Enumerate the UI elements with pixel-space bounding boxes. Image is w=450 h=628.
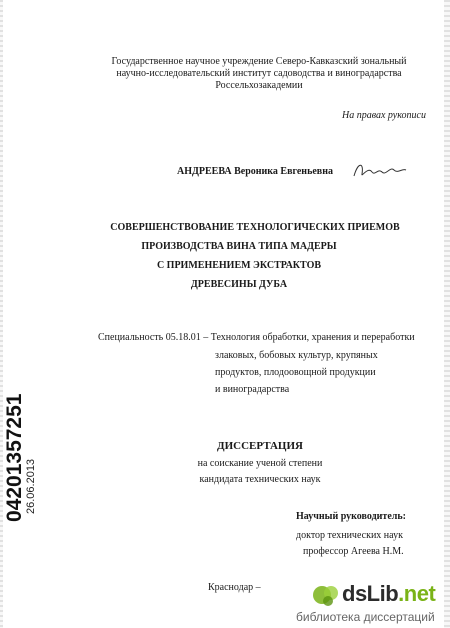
- stamp-date: 26.06.2013: [25, 458, 37, 514]
- dslib-watermark: [292, 576, 450, 628]
- specialty-line-3: продуктов, плодоовощной продукции: [215, 367, 376, 378]
- specialty-line-2: злаковых, бобовых культур, крупяных: [215, 350, 378, 361]
- stamp-number: 04201357251: [3, 393, 26, 522]
- supervisor-line-2: профессор Агеева Н.М.: [303, 546, 404, 557]
- scan-edge-right: [444, 0, 450, 628]
- author-name: АНДРЕЕВА Вероника Евгеньевна: [177, 166, 333, 177]
- dslib-brand-main: dsLib: [342, 581, 399, 606]
- title-line-2: ПРОИЗВОДСТВА ВИНА ТИПА МАДЕРЫ: [141, 241, 337, 252]
- manuscript-note: На правах рукописи: [342, 110, 426, 121]
- supervisor-line-1: доктор технических наук: [296, 530, 403, 541]
- dslib-logo-icon: [312, 582, 340, 608]
- dslib-brand-tld: .net: [398, 581, 436, 606]
- dslib-tagline: библиотека диссертаций: [296, 610, 435, 624]
- dissertation-line-1: на соискание ученой степени: [197, 458, 323, 469]
- specialty-line-1: Специальность 05.18.01 – Технология обработки, хранения и переработки: [98, 332, 415, 343]
- title-line-1: СОВЕРШЕНСТВОВАНИЕ ТЕХНОЛОГИЧЕСКИХ ПРИЕМОВ: [110, 222, 400, 233]
- dissertation-heading: ДИССЕРТАЦИЯ: [217, 440, 303, 452]
- institution-line-3: Россельхозакадемии: [215, 80, 303, 91]
- title-line-3: С ПРИМЕНЕНИЕМ ЭКСТРАКТОВ: [156, 260, 322, 271]
- city-year: Краснодар –: [208, 582, 261, 593]
- scan-edge-left: [0, 0, 3, 628]
- signature: [350, 158, 408, 184]
- dissertation-line-2: кандидата технических наук: [199, 474, 321, 485]
- title-line-4: ДРЕВЕСИНЫ ДУБА: [190, 279, 288, 290]
- library-stamp: [2, 372, 36, 522]
- specialty-line-4: и виноградарства: [215, 384, 290, 395]
- institution-line-2: научно-исследовательский институт садоводства и виноградарства: [116, 68, 402, 79]
- supervisor-heading: Научный руководитель:: [296, 511, 406, 522]
- dslib-brand: [342, 581, 435, 607]
- institution-line-1: Государственное научное учреждение Северо-Кавказский зональный: [111, 56, 407, 67]
